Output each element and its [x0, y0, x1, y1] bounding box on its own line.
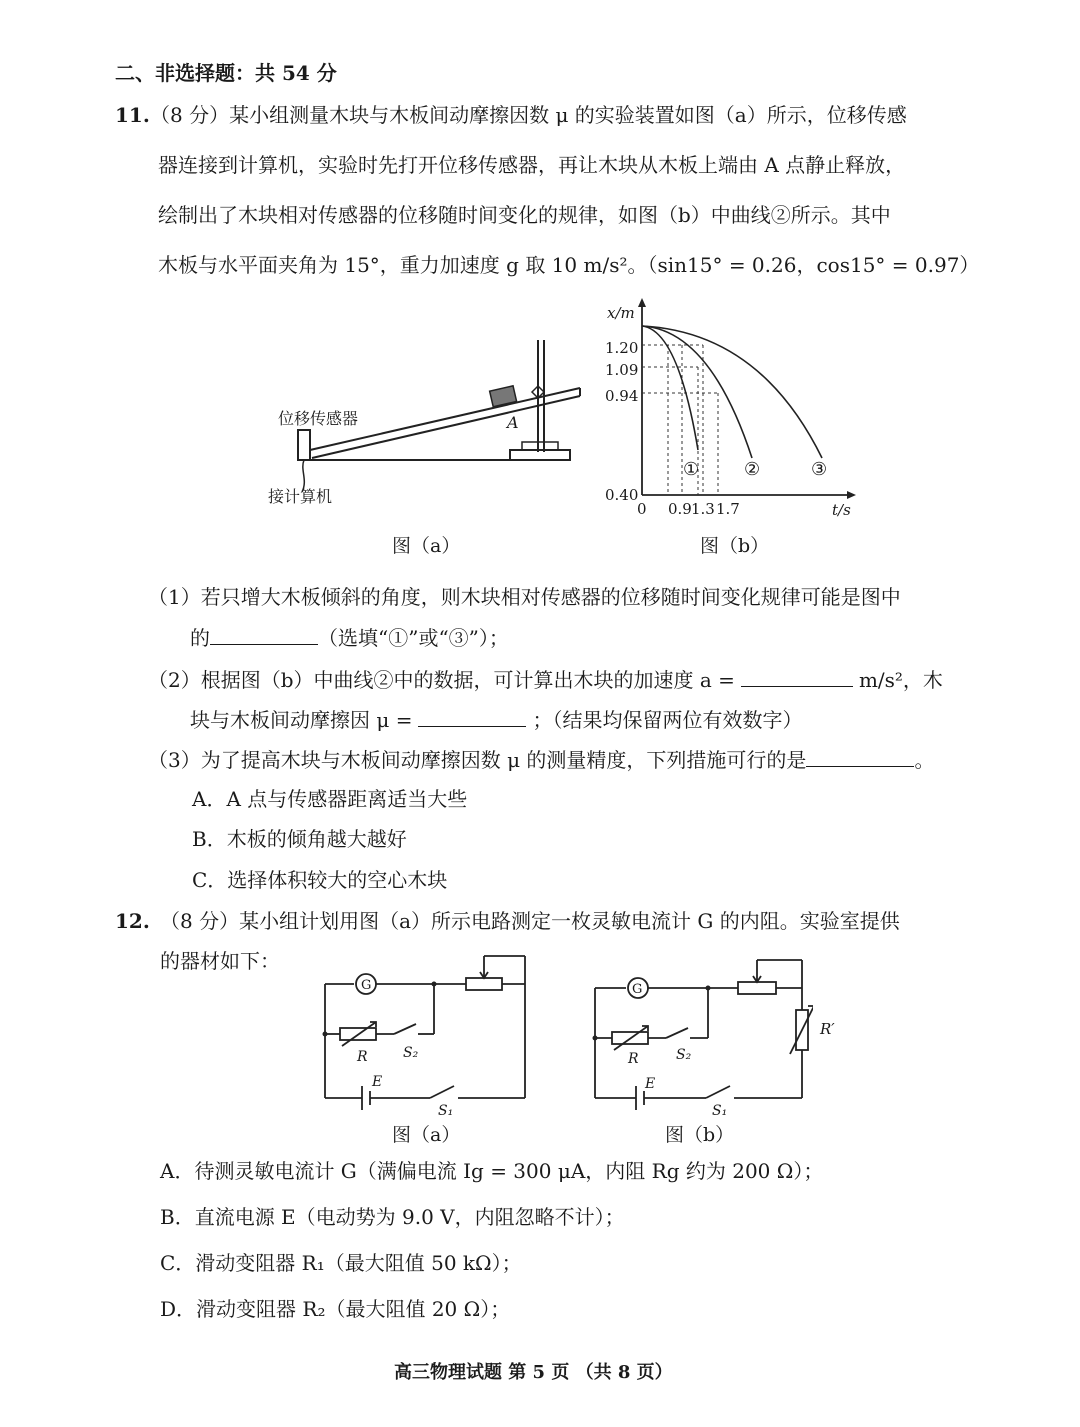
- circuit-a-e-label: E: [372, 1074, 383, 1090]
- page-footer: 高三物理试题 第 5 页 （共 8 页）: [394, 1362, 673, 1383]
- section-title: 二、非选择题：共 54 分: [115, 61, 337, 85]
- curve-3: [642, 326, 822, 458]
- answer-blank-acceleration[interactable]: [741, 666, 853, 687]
- q11-line-2: 器连接到计算机，实验时先打开位移传感器，再让木块从木板上端由 A 点静止释放，: [158, 153, 906, 177]
- answer-blank-3[interactable]: [806, 746, 914, 767]
- computer-label: 接计算机: [268, 487, 333, 506]
- q11-sub1-line-2: 的 （选填“①”或“③”）；: [190, 626, 509, 650]
- circuit-b: [588, 950, 813, 1120]
- y-tick-1-09: 1.09: [605, 361, 639, 379]
- circuit-a-r-label: R: [357, 1049, 368, 1065]
- x-axis-label: t/s: [832, 501, 851, 519]
- q12-line-1: （8 分）某小组计划用图（a）所示电路测定一枚灵敏电流计 G 的内阻。实验室提供: [160, 909, 900, 933]
- circuit-b-r-prime-label: R′: [820, 1020, 835, 1038]
- q11-sub3: （3）为了提高木块与木板间动摩擦因数 μ 的测量精度，下列措施可行的是 。: [148, 748, 935, 772]
- figure-a-caption: 图（a）: [392, 535, 461, 557]
- q12-item-a: A．待测灵敏电流计 G（满偏电流 Ig = 300 μA，内阻 Rg 约为 200 Ω）；: [160, 1159, 824, 1183]
- circuit-a-g-label: G: [361, 978, 372, 993]
- curve-label-2: ②: [744, 459, 761, 480]
- circuit-a-s2-label: S₂: [403, 1045, 419, 1061]
- sensor-label: 位移传感器: [278, 409, 359, 428]
- q11-option-a: A．A 点与传感器距离适当大些: [192, 787, 468, 811]
- circuit-b-caption: 图（b）: [665, 1124, 735, 1146]
- circuit-b-g-label: G: [632, 982, 643, 997]
- circuit-b-r-label: R: [628, 1051, 639, 1067]
- x-tick-0-9: 0.9: [668, 500, 692, 518]
- q12-item-d: D．滑动变阻器 R₂（最大阻值 20 Ω）；: [160, 1297, 511, 1321]
- q12-item-b: B．直流电源 E（电动势为 9.0 V，内阻忽略不计）；: [160, 1205, 625, 1229]
- q11-sub1-line-1: （1）若只增大木板倾斜的角度，则木块相对传感器的位移随时间变化规律可能是图中: [148, 585, 901, 609]
- q12-number: 12.: [115, 909, 150, 933]
- q12-item-c: C．滑动变阻器 R₁（最大阻值 50 kΩ）；: [160, 1251, 522, 1275]
- q11-option-b: B．木板的倾角越大越好: [192, 827, 407, 851]
- q11-option-c: C．选择体积较大的空心木块: [192, 868, 448, 892]
- circuit-b-s2-label: S₂: [676, 1047, 692, 1063]
- q11-sub2-line-2: 块与木板间动摩擦因 μ = ；（结果均保留两位有效数字）: [190, 708, 803, 732]
- answer-blank-mu[interactable]: [418, 706, 526, 727]
- curve-2: [642, 326, 752, 458]
- answer-blank-1[interactable]: [210, 624, 318, 645]
- y-tick-1-20: 1.20: [605, 339, 639, 357]
- circuit-b-s1-label: S₁: [712, 1103, 728, 1119]
- curve-label-3: ③: [811, 459, 828, 480]
- x-tick-1-7: 1.7: [716, 500, 740, 518]
- x-tick-1-3: 1.3: [691, 500, 715, 518]
- circuit-a-caption: 图（a）: [392, 1124, 461, 1146]
- y-axis-label: x/m: [607, 304, 635, 322]
- figure-b-caption: 图（b）: [700, 535, 770, 557]
- curve-label-1: ①: [683, 459, 700, 480]
- q11-line-3: 绘制出了木块相对传感器的位移随时间变化的规律，如图（b）中曲线②所示。其中: [158, 203, 891, 227]
- point-a-label: A: [507, 413, 519, 432]
- y-tick-0-40: 0.40: [605, 486, 639, 504]
- q11-line-1: （8 分）某小组测量木块与木板间动摩擦因数 μ 的实验装置如图（a）所示，位移传感: [150, 103, 907, 127]
- circuit-a-s1-label: S₁: [438, 1103, 454, 1119]
- x-tick-0: 0: [637, 500, 647, 518]
- y-tick-0-94: 0.94: [605, 387, 639, 405]
- circuit-a: [318, 948, 533, 1118]
- q11-sub2-line-1: （2）根据图（b）中曲线②中的数据，可计算出木块的加速度 a = m/s²，木: [148, 668, 943, 692]
- q12-line-2: 的器材如下：: [160, 949, 280, 973]
- q11-line-4: 木板与水平面夹角为 15°，重力加速度 g 取 10 m/s²。（sin15° = 0.26，cos15° = 0.97）: [158, 253, 980, 277]
- q11-number: 11.: [115, 103, 150, 127]
- figure-b-graph: [600, 290, 860, 520]
- circuit-b-e-label: E: [645, 1076, 656, 1092]
